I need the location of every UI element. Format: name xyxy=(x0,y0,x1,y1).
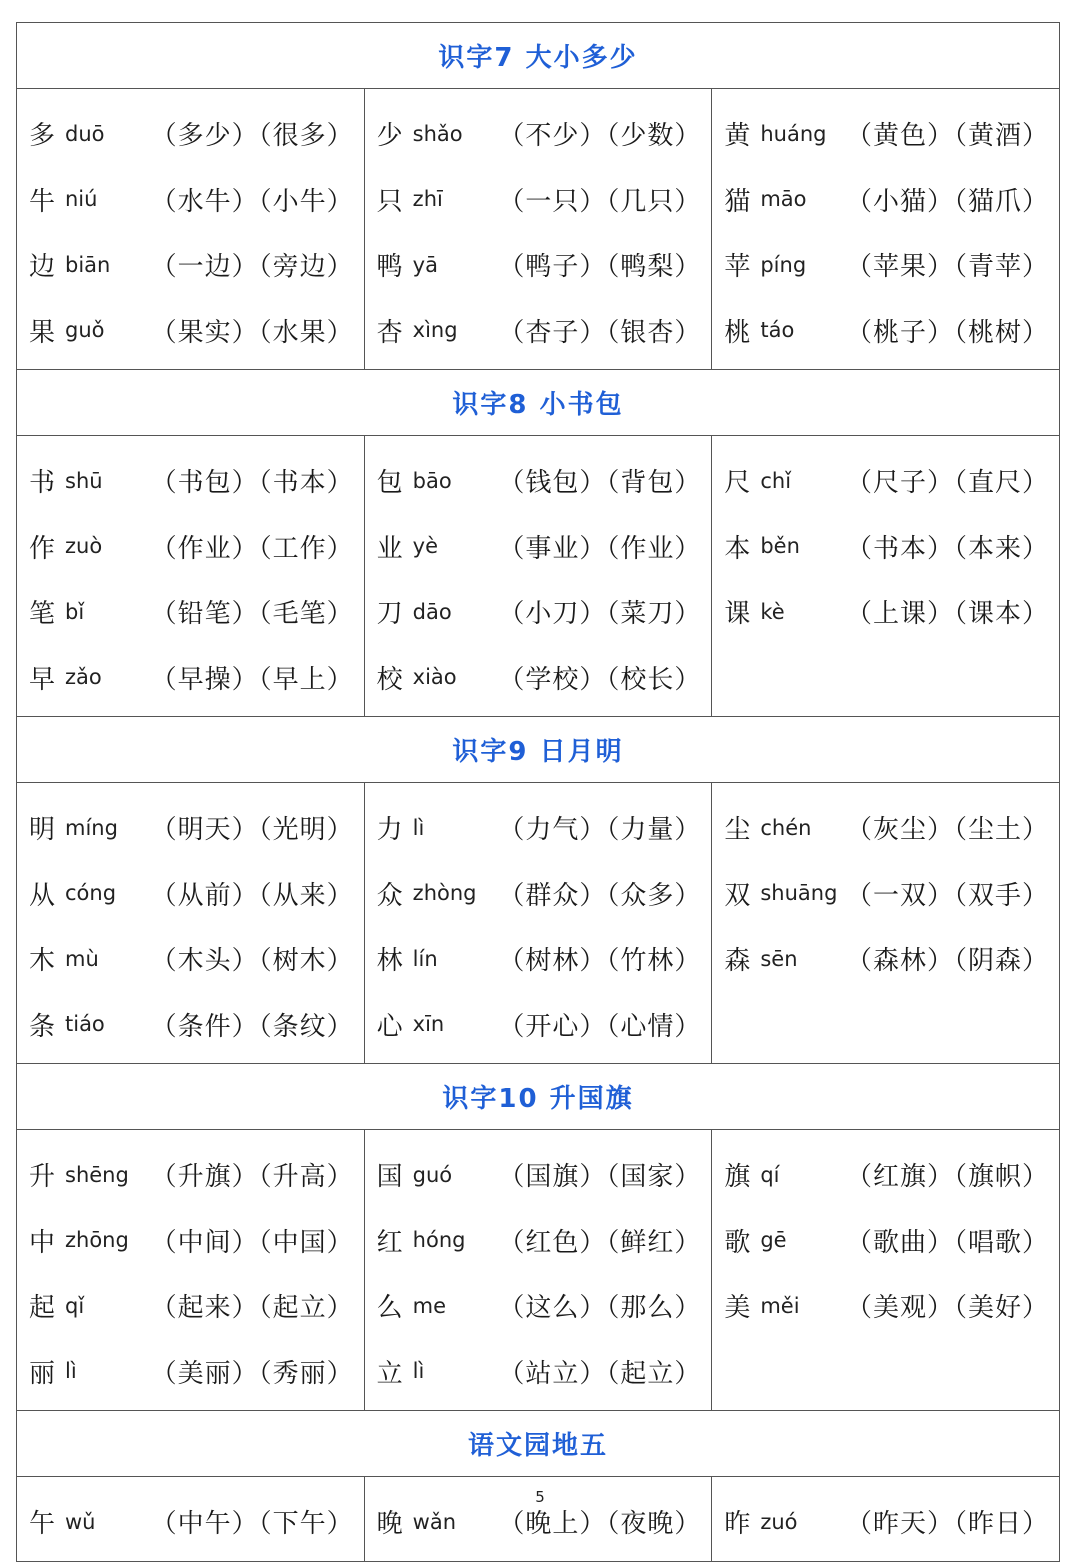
character-entry xyxy=(712,167,1059,233)
character: 红 xyxy=(376,1227,403,1258)
section-title: 识字10 升国旗 xyxy=(16,1063,1060,1129)
example-words: （杏子）（银杏） xyxy=(498,317,702,348)
character-column xyxy=(711,783,1059,1063)
character-entry xyxy=(365,232,712,298)
character: 午 xyxy=(29,1509,56,1540)
character: 从 xyxy=(29,880,56,911)
example-words: （群众）（众多） xyxy=(498,880,702,911)
pinyin: biān xyxy=(65,252,111,277)
pinyin: yè xyxy=(412,534,439,559)
character-column xyxy=(17,436,364,716)
pinyin: sēn xyxy=(760,946,798,971)
example-words: （鸭子）（鸭梨） xyxy=(498,252,702,283)
section-title: 识字9 日月明 xyxy=(16,716,1060,782)
character-entry xyxy=(365,992,712,1058)
example-words: （木头）（树木） xyxy=(150,946,354,977)
example-words: （美观）（美好） xyxy=(846,1293,1050,1324)
character: 升 xyxy=(29,1162,56,1193)
character-column xyxy=(17,89,364,369)
page-number: 5 xyxy=(535,1488,545,1506)
character-entry xyxy=(17,514,364,580)
character-entry xyxy=(365,1142,712,1208)
character: 昨 xyxy=(724,1509,751,1540)
character: 校 xyxy=(376,664,403,695)
pinyin: zuò xyxy=(65,534,103,559)
example-words: （多少）（很多） xyxy=(150,121,354,152)
character-entry xyxy=(17,298,364,364)
character-column xyxy=(17,783,364,1063)
character-column xyxy=(364,436,712,716)
pinyin: měi xyxy=(760,1293,800,1318)
character: 森 xyxy=(724,946,751,977)
example-words: （果实）（水果） xyxy=(150,317,354,348)
pinyin: bǐ xyxy=(65,599,85,624)
example-words: （这么）（那么） xyxy=(498,1293,702,1324)
pinyin: māo xyxy=(760,187,807,212)
section-title: 识字8 小书包 xyxy=(16,369,1060,435)
character-entry xyxy=(712,1208,1059,1274)
character: 国 xyxy=(376,1162,403,1193)
character-entry xyxy=(365,579,712,645)
pinyin: guó xyxy=(412,1162,453,1187)
pinyin: shēng xyxy=(65,1162,129,1187)
character: 果 xyxy=(29,317,56,348)
pinyin: niú xyxy=(65,187,98,212)
pinyin: chén xyxy=(760,815,812,840)
character-entry xyxy=(712,1142,1059,1208)
character-entry xyxy=(17,579,364,645)
pinyin: shū xyxy=(65,468,103,493)
pinyin: zhòng xyxy=(412,881,477,906)
example-words: （上课）（课本） xyxy=(846,599,1050,630)
character-entry xyxy=(17,861,364,927)
pinyin: mù xyxy=(65,946,99,971)
example-words: （晚上）（夜晚） xyxy=(498,1509,702,1540)
example-words: （站立）（起立） xyxy=(498,1358,702,1389)
character-entry xyxy=(712,926,1059,992)
character: 旗 xyxy=(724,1162,751,1193)
section-grid xyxy=(16,88,1060,369)
example-words: （美丽）（秀丽） xyxy=(150,1358,354,1389)
character-entry xyxy=(365,1339,712,1405)
pinyin: shuāng xyxy=(760,881,838,906)
pinyin: gē xyxy=(760,1228,787,1253)
section-title: 语文园地五 xyxy=(16,1410,1060,1476)
pinyin: zǎo xyxy=(65,665,102,690)
example-words: （从前）（从来） xyxy=(150,880,354,911)
pinyin: zhōng xyxy=(65,1228,129,1253)
character-entry xyxy=(17,926,364,992)
character-entry xyxy=(365,167,712,233)
example-words: （苹果）（青苹） xyxy=(846,252,1050,283)
character-column xyxy=(364,89,712,369)
section-grid xyxy=(16,435,1060,716)
example-words: （钱包）（背包） xyxy=(498,468,702,499)
character: 笔 xyxy=(29,599,56,630)
character: 起 xyxy=(29,1293,56,1324)
character-entry xyxy=(17,1273,364,1339)
example-words: （不少）（少数） xyxy=(498,121,702,152)
example-words: （桃子）（桃树） xyxy=(846,317,1050,348)
character: 业 xyxy=(376,533,403,564)
character-column xyxy=(711,1130,1059,1410)
character-entry xyxy=(365,1273,712,1339)
section-grid xyxy=(16,1129,1060,1410)
character: 杏 xyxy=(376,317,403,348)
pinyin: xīn xyxy=(412,1012,445,1037)
character: 课 xyxy=(724,599,751,630)
example-words: （灰尘）（尘土） xyxy=(846,815,1050,846)
character-entry xyxy=(712,795,1059,861)
character-entry xyxy=(712,1273,1059,1339)
example-words: （一双）（双手） xyxy=(846,880,1050,911)
example-words: （中间）（中国） xyxy=(150,1227,354,1258)
example-words: （昨天）（昨日） xyxy=(846,1509,1050,1540)
character-column xyxy=(711,436,1059,716)
example-words: （书包）（书本） xyxy=(150,468,354,499)
example-words: （尺子）（直尺） xyxy=(846,468,1050,499)
character: 刀 xyxy=(376,599,403,630)
example-words: （事业）（作业） xyxy=(498,533,702,564)
pinyin: kè xyxy=(760,599,785,624)
pinyin: zuó xyxy=(760,1509,798,1534)
example-words: （书本）（本来） xyxy=(846,533,1050,564)
example-words: （红旗）（旗帜） xyxy=(846,1162,1050,1193)
character: 双 xyxy=(724,880,751,911)
character-entry xyxy=(17,645,364,711)
example-words: （铅笔）（毛笔） xyxy=(150,599,354,630)
example-words: （升旗）（升高） xyxy=(150,1162,354,1193)
example-words: （明天）（光明） xyxy=(150,815,354,846)
pinyin: huáng xyxy=(760,121,827,146)
pinyin: duō xyxy=(65,121,105,146)
pinyin: lì xyxy=(412,1359,425,1384)
example-words: （起来）（起立） xyxy=(150,1293,354,1324)
character: 鸭 xyxy=(376,252,403,283)
character: 书 xyxy=(29,468,56,499)
character-entry xyxy=(712,514,1059,580)
character: 心 xyxy=(376,1011,403,1042)
example-words: （开心）（心情） xyxy=(498,1011,702,1042)
character: 么 xyxy=(376,1293,403,1324)
character-entry xyxy=(365,861,712,927)
character: 只 xyxy=(376,186,403,217)
character: 边 xyxy=(29,252,56,283)
example-words: （树林）（竹林） xyxy=(498,946,702,977)
character-entry xyxy=(712,298,1059,364)
pinyin: yā xyxy=(412,252,438,277)
sheet-bottom-border xyxy=(16,1561,1060,1562)
character: 晚 xyxy=(376,1509,403,1540)
character: 包 xyxy=(376,468,403,499)
pinyin: lín xyxy=(412,946,438,971)
pinyin: bāo xyxy=(412,468,452,493)
character: 尘 xyxy=(724,815,751,846)
character-entry xyxy=(17,992,364,1058)
example-words: （作业）（工作） xyxy=(150,533,354,564)
character-entry xyxy=(17,795,364,861)
pinyin: dāo xyxy=(412,599,452,624)
example-words: （学校）（校长） xyxy=(498,664,702,695)
character: 立 xyxy=(376,1358,403,1389)
character: 桃 xyxy=(724,317,751,348)
example-words: （森林）（阴森） xyxy=(846,946,1050,977)
pinyin: shǎo xyxy=(412,121,463,146)
character: 本 xyxy=(724,533,751,564)
character: 众 xyxy=(376,880,403,911)
pinyin: qí xyxy=(760,1162,780,1187)
pinyin: xìng xyxy=(412,318,458,343)
character-column xyxy=(711,89,1059,369)
example-words: （力气）（力量） xyxy=(498,815,702,846)
pinyin: me xyxy=(412,1293,447,1318)
character: 中 xyxy=(29,1227,56,1258)
pinyin: wǔ xyxy=(65,1509,96,1534)
example-words: （条件）（条纹） xyxy=(150,1011,354,1042)
pinyin: tiáo xyxy=(65,1012,105,1037)
pinyin: lì xyxy=(412,815,425,840)
pinyin: míng xyxy=(65,815,118,840)
character-column xyxy=(17,1130,364,1410)
character-entry xyxy=(365,448,712,514)
pinyin: qǐ xyxy=(65,1293,85,1318)
character: 黄 xyxy=(724,121,751,152)
pinyin: xiào xyxy=(412,665,457,690)
example-words: （中午）（下午） xyxy=(150,1509,354,1540)
pinyin: guǒ xyxy=(65,318,105,343)
section-grid xyxy=(16,782,1060,1063)
character: 丽 xyxy=(29,1358,56,1389)
character: 多 xyxy=(29,121,56,152)
character-entry xyxy=(365,645,712,711)
pinyin: táo xyxy=(760,318,795,343)
character: 美 xyxy=(724,1293,751,1324)
character: 尺 xyxy=(724,468,751,499)
example-words: （红色）（鲜红） xyxy=(498,1227,702,1258)
character: 力 xyxy=(376,815,403,846)
character: 牛 xyxy=(29,186,56,217)
character: 条 xyxy=(29,1011,56,1042)
example-words: （小猫）（猫爪） xyxy=(846,186,1050,217)
character: 少 xyxy=(376,121,403,152)
character-entry xyxy=(17,1208,364,1274)
vocabulary-sheet xyxy=(16,22,1060,1562)
character: 木 xyxy=(29,946,56,977)
example-words: （水牛）（小牛） xyxy=(150,186,354,217)
pinyin: zhī xyxy=(412,187,443,212)
pinyin: hóng xyxy=(412,1228,466,1253)
character-entry xyxy=(17,1142,364,1208)
character-entry xyxy=(17,232,364,298)
example-words: （一边）（旁边） xyxy=(150,252,354,283)
character: 苹 xyxy=(724,252,751,283)
character-column xyxy=(364,1130,712,1410)
pinyin: píng xyxy=(760,252,807,277)
character-entry xyxy=(17,167,364,233)
character: 明 xyxy=(29,815,56,846)
character-entry xyxy=(712,101,1059,167)
character-entry xyxy=(365,926,712,992)
pinyin: cóng xyxy=(65,881,117,906)
example-words: （一只）（几只） xyxy=(498,186,702,217)
character-entry xyxy=(712,232,1059,298)
section-title: 识字7 大小多少 xyxy=(16,22,1060,88)
character: 林 xyxy=(376,946,403,977)
pinyin: běn xyxy=(760,534,800,559)
character-entry xyxy=(712,448,1059,514)
character-entry xyxy=(17,101,364,167)
example-words: （小刀）（菜刀） xyxy=(498,599,702,630)
example-words: （黄色）（黄酒） xyxy=(846,121,1050,152)
character-column xyxy=(364,783,712,1063)
pinyin: wǎn xyxy=(412,1509,457,1534)
example-words: （国旗）（国家） xyxy=(498,1162,702,1193)
character-entry xyxy=(365,1208,712,1274)
character-entry xyxy=(365,298,712,364)
pinyin: lì xyxy=(65,1359,77,1384)
character: 早 xyxy=(29,664,56,695)
character: 猫 xyxy=(724,186,751,217)
pinyin: chǐ xyxy=(760,468,792,493)
example-words: （早操）（早上） xyxy=(150,664,354,695)
character-entry xyxy=(712,861,1059,927)
character: 歌 xyxy=(724,1227,751,1258)
character-entry xyxy=(712,579,1059,645)
character-entry xyxy=(365,101,712,167)
character-entry xyxy=(365,795,712,861)
character-entry xyxy=(17,448,364,514)
example-words: （歌曲）（唱歌） xyxy=(846,1227,1050,1258)
character-entry xyxy=(365,514,712,580)
character: 作 xyxy=(29,533,56,564)
character-entry xyxy=(17,1339,364,1405)
